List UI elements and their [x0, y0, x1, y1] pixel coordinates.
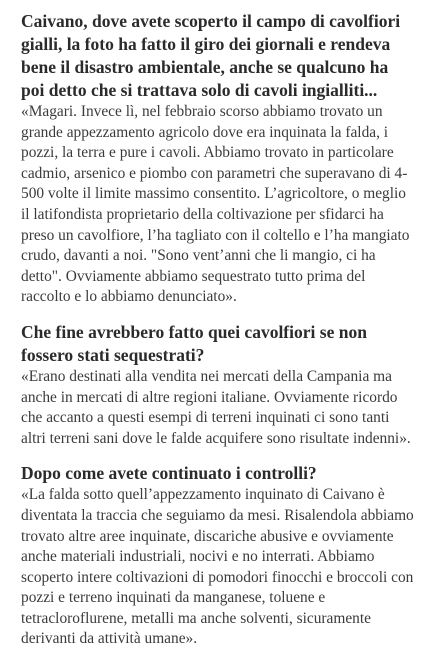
interview-section-2 — [21, 321, 415, 449]
interview-answer: «La falda sotto quell’appezzamento inquinato di Caivano è diventata la traccia che seguiamo da mesi. Risalendola abbiamo trovato altre aree inquinate, discariche abusive e ovviamente anche materiali industriali, nocivi e no interrati. Abbiamo scoperto intere coltivazioni di pomodori finocchi e broccoli con pozzi e terreno inquinati da manganese, toluene e tetracloroflurene, metalli ma anche solventi, sicuramente derivanti da attività umane». — [21, 486, 414, 648]
interview-question: Che fine avrebbero fatto quei cavolfiori se non fossero stati sequestrati? — [21, 321, 367, 365]
interview-question: Dopo come avete continuato i controlli? — [21, 463, 317, 484]
interview-question: Caivano, dove avete scoperto il campo di cavolfiori gialli, la foto ha fatto il giro dei giornali e rendeva bene il disastro ambientale, anche se qualcuno ha poi detto che si trattava solo di cavoli ingialliti... — [21, 11, 401, 100]
interview-section-1 — [21, 10, 415, 308]
interview-answer: «Erano destinati alla vendita nei mercati della Campania ma anche in mercati di altre regioni italiane. Ovviamente ricordo che accanto a questi esempi di terreni inquinati ci sono tanti altri terreni sani dove le falde acquifere sono risultate indenni». — [21, 367, 411, 447]
interview-section-3 — [21, 462, 415, 650]
interview-answer: «Magari. Invece lì, nel febbraio scorso abbiamo trovato un grande appezzamento agricolo dove era inquinata la falda, i pozzi, la terra e pure i cavoli. Abbiamo trovato in particolare cadmio, arsenico e piombo con parametri che superavano di 4-500 volte il limite massimo consentito. L’agricoltore, o meglio il latifondista proprietario della coltivazione per sfidarci ha preso un cavolfiore, l’ha tagliato con il coltello e l’ha mangiato crudo, davanti a noi. "Sono vent’anni che li mangio, ci ha detto". Ovviamente abbiamo sequestrato tutto prima del raccolto e lo abbiamo denunciato». — [21, 103, 410, 306]
